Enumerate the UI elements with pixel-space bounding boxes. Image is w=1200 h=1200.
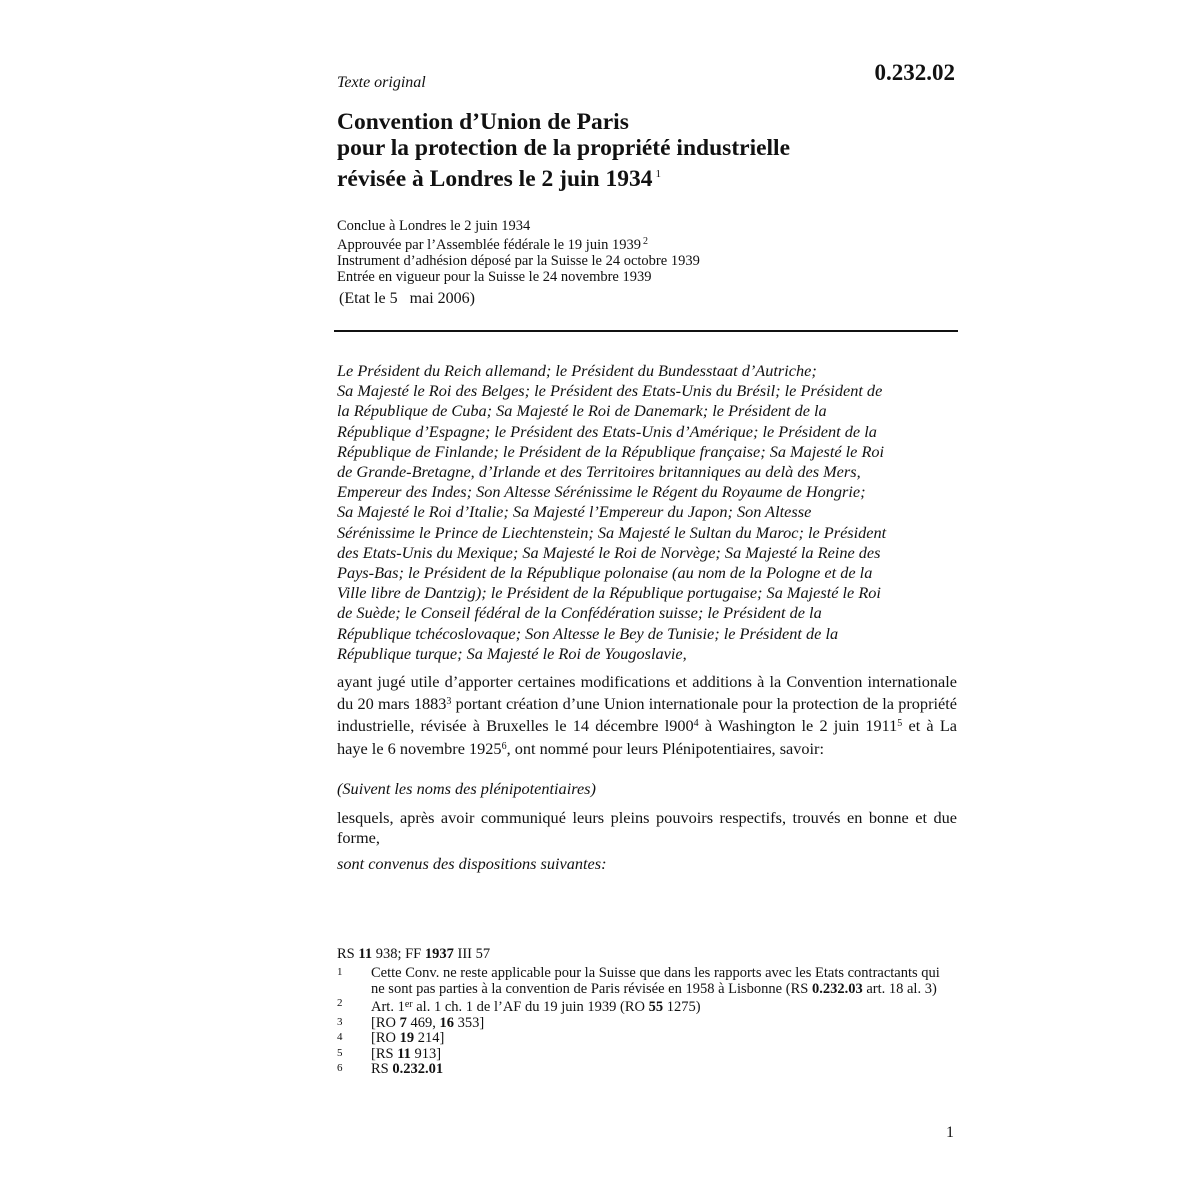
- preamble-line: République tchécoslovaque; Son Altesse le Bey de Tunisie; le Président de la: [337, 623, 839, 643]
- footnote-text: [RO 7 469, 16 353]: [371, 1014, 485, 1031]
- footnote-text: [RO 19 214]: [371, 1030, 445, 1046]
- footnote-ref[interactable]: 2: [643, 236, 648, 247]
- footnote-ref[interactable]: 6: [501, 740, 507, 752]
- concluded-line: Conclue à Londres le 2 juin 1934: [337, 218, 531, 234]
- preamble-line: Sérénissime le Prince de Liechtenstein; Sa Majesté le Sultan du Maroc; le Président: [337, 522, 887, 542]
- entry-line: Entrée en vigueur pour la Suisse le 24 novembre 1939: [337, 269, 652, 285]
- preamble-line: de Suède; le Conseil fédéral de la Confédération suisse; le Président de la: [337, 603, 822, 623]
- page-number: 1: [946, 1124, 954, 1141]
- footnote-text: Art. 1er al. 1 ch. 1 de l’AF du 19 juin 1939 (RO 55 1275): [371, 999, 701, 1015]
- footnote-text: Cette Conv. ne reste applicable pour la Suisse que dans les rapports avec les Etats contractants qui ne sont pas parties à la convention de Paris révisée en 1958 à Lisbonne (RS 0.232.03 art. 18 al. 3): [371, 965, 940, 997]
- preamble-line: des Etats-Unis du Mexique; Sa Majesté le Roi de Norvège; Sa Majesté la Reine des: [337, 542, 881, 562]
- preamble-line: République de Finlande; le Président de la République française; Sa Majesté le Roi: [337, 441, 885, 461]
- preamble-line: République d’Espagne; le Président des Etats-Unis d’Amérique; le Président de la: [337, 421, 877, 441]
- document-metadata: [337, 218, 957, 285]
- footnote-number: 5: [337, 1046, 343, 1059]
- footnote-ref[interactable]: 5: [897, 718, 903, 730]
- footnote-number: 4: [337, 1031, 343, 1043]
- approved-line: Approuvée par l’Assemblée fédérale le 19 juin 1939 $^2$: [337, 236, 648, 253]
- preamble-line: République turque; Sa Majesté le Roi de Yougoslavie,: [337, 643, 687, 663]
- footnote: [337, 1047, 957, 1063]
- footnote-number: 2: [337, 997, 343, 1009]
- preamble-line: Pays-Bas; le Président de la République polonaise (au nom de la Pologne et de la: [337, 563, 873, 583]
- footnote: [337, 966, 957, 997]
- footnote: [337, 997, 957, 1016]
- instrument-line: Instrument d’adhésion déposé par la Suisse le 24 octobre 1939: [337, 253, 700, 269]
- footnote-number: 6: [337, 1062, 343, 1074]
- footnote: [337, 1062, 957, 1078]
- preamble-line: Sa Majesté le Roi d’Italie; Sa Majesté l’Empereur du Japon; Son Altesse: [337, 502, 812, 522]
- footnote: [337, 1031, 957, 1047]
- footnote-ref[interactable]: 4: [693, 718, 699, 730]
- document-title: [337, 109, 957, 192]
- preamble-line: de Grande-Bretagne, d’Irlande et des Territoires britanniques au delà des Mers,: [337, 462, 861, 482]
- footnote-text: RS 0.232.01: [371, 1061, 444, 1077]
- footnote-number: 1: [337, 966, 343, 978]
- title-line: Convention d’Union de Paris: [337, 109, 629, 135]
- original-text-label: Texte original: [337, 74, 426, 91]
- agreement-clause: sont convenus des dispositions suivantes:: [337, 854, 607, 873]
- footnote-number: 3: [337, 1015, 343, 1028]
- body-paragraph: ayant jugé utile d’apporter certaines modifications et additions à la Convention internationale du 20 mars 1883$^3$ portant création d’une Union internationale pour la protection de la propriété industrielle, révisée à Bruxelles le 14 décembre $l900^4$ à Washington le 2 juin 1911$^5$ et à La haye le 6 novembre 1925$^6$, ont nommé pour leurs Plénipotentiaires, savoir:: [337, 672, 958, 758]
- title-line: révisée à Londres le 2 juin 1934 $^1$: [337, 166, 661, 192]
- preamble-line: Empereur des Indes; Son Altesse Sérénissime le Régent du Royaume de Hongrie;: [337, 482, 866, 502]
- footnotes: [337, 966, 957, 1078]
- body-paragraph: lesquels, après avoir communiqué leurs pleins pouvoirs respectifs, trouvés en bonne et due forme,: [337, 808, 957, 848]
- law-number: 0.232.02: [874, 60, 955, 85]
- footnote-ref[interactable]: 3: [446, 696, 452, 708]
- footnote: [337, 1016, 957, 1032]
- preamble-line: la République de Cuba; Sa Majesté le Roi de Danemark; le Président de la: [337, 401, 827, 421]
- title-line: pour la protection de la propriété industrielle: [337, 135, 791, 161]
- rs-reference: RS 11 938; FF 1937 III 57: [337, 946, 491, 962]
- plenipotentiaries-note: (Suivent les noms des plénipotentiaires): [337, 779, 596, 798]
- footnote-text: [RS 11 913]: [371, 1045, 442, 1062]
- footnote-ref[interactable]: 1: [655, 168, 661, 180]
- preamble-line: Sa Majesté le Roi des Belges; le Président des Etats-Unis du Brésil; le Président de: [337, 381, 883, 401]
- preamble: [337, 361, 957, 664]
- preamble-line: Le Président du Reich allemand; le Président du Bundesstaat d’Autriche;: [337, 361, 817, 380]
- header-divider: [334, 330, 958, 332]
- state-date: (Etat le 5 mai 2006): [339, 290, 475, 307]
- preamble-line: Ville libre de Dantzig); le Président de la République portugaise; Sa Majesté le Roi: [337, 583, 881, 603]
